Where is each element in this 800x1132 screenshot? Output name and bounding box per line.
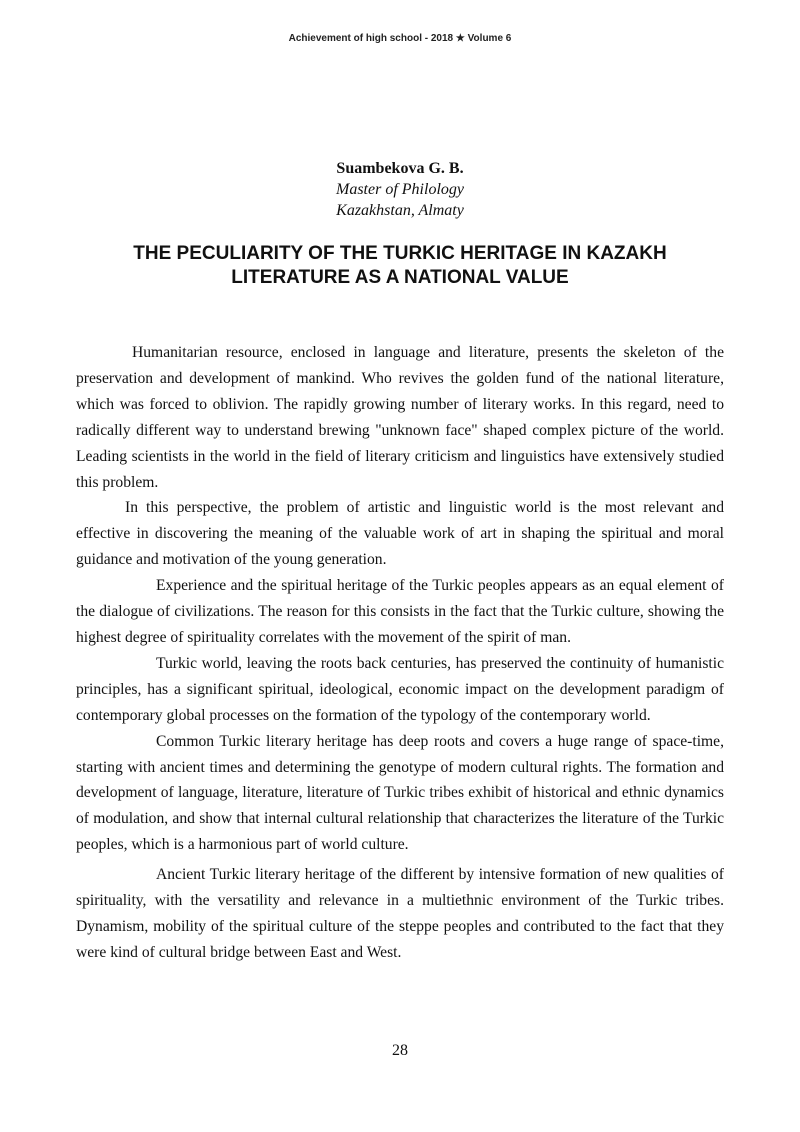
article-title: THE PECULIARITY OF THE TURKIC HERITAGE IN KAZAKH LITERATURE AS A NATIONAL VALUE [133,243,667,288]
body-paragraph: Humanitarian resource, enclosed in language and literature, presents the skeleton of the preservation and development of mankind. Who revives the golden fund of the national literature, which was forced to oblivion. The rapidly growing number of literary works. In this regard, need to radically different way to understand brewing "unknown face" shaped complex picture of the world. Leading scientists in the world in the field of literary criticism and linguistics have extensively studied this problem. [76,344,724,491]
body-paragraph: Turkic world, leaving the roots back centuries, has preserved the continuity of humanistic principles, has a significant spiritual, ideological, economic impact on the development paradigm of contemporary global processes on the formation of the typology of the contemporary world. [76,654,724,724]
body-paragraph: Ancient Turkic literary heritage of the different by intensive formation of new qualities of spirituality, with the versatility and relevance in a multiethnic environment of the Turkic tribes. Dynamism, mobility of the spiritual culture of the steppe peoples and contributed to the fact that they were kind of cultural bridge between East and West. [76,866,724,961]
running-header: Achievement of high school - 2018 ★ Volume 6 [288,33,512,44]
article-body [76,340,724,966]
author-location: Kazakhstan, Almaty [336,202,464,219]
page-number: 28 [392,1042,408,1059]
body-paragraph: Common Turkic literary heritage has deep roots and covers a huge range of space-time, starting with ancient times and determining the genotype of modern cultural rights. The formation and development of language, literature, literature of Turkic tribes exhibit of historical and ethnic dynamics of modulation, and show that internal cultural relationship that characterizes the literature of the Turkic peoples, which is a harmonious part of world culture. [76,732,724,854]
body-paragraph: In this perspective, the problem of artistic and linguistic world is the most relevant and effective in discovering the meaning of the valuable work of art in shaping the spiritual and moral guidance and motivation of the young generation. [76,499,724,569]
author-name: Suambekova G. B. [336,160,464,177]
author-degree: Master of Philology [336,181,464,198]
body-paragraph: Experience and the spiritual heritage of the Turkic peoples appears as an equal element of the dialogue of civilizations. The reason for this consists in the fact that the Turkic culture, showing the highest degree of spirituality correlates with the movement of the spirit of man. [76,577,724,646]
author-block [0,158,800,221]
